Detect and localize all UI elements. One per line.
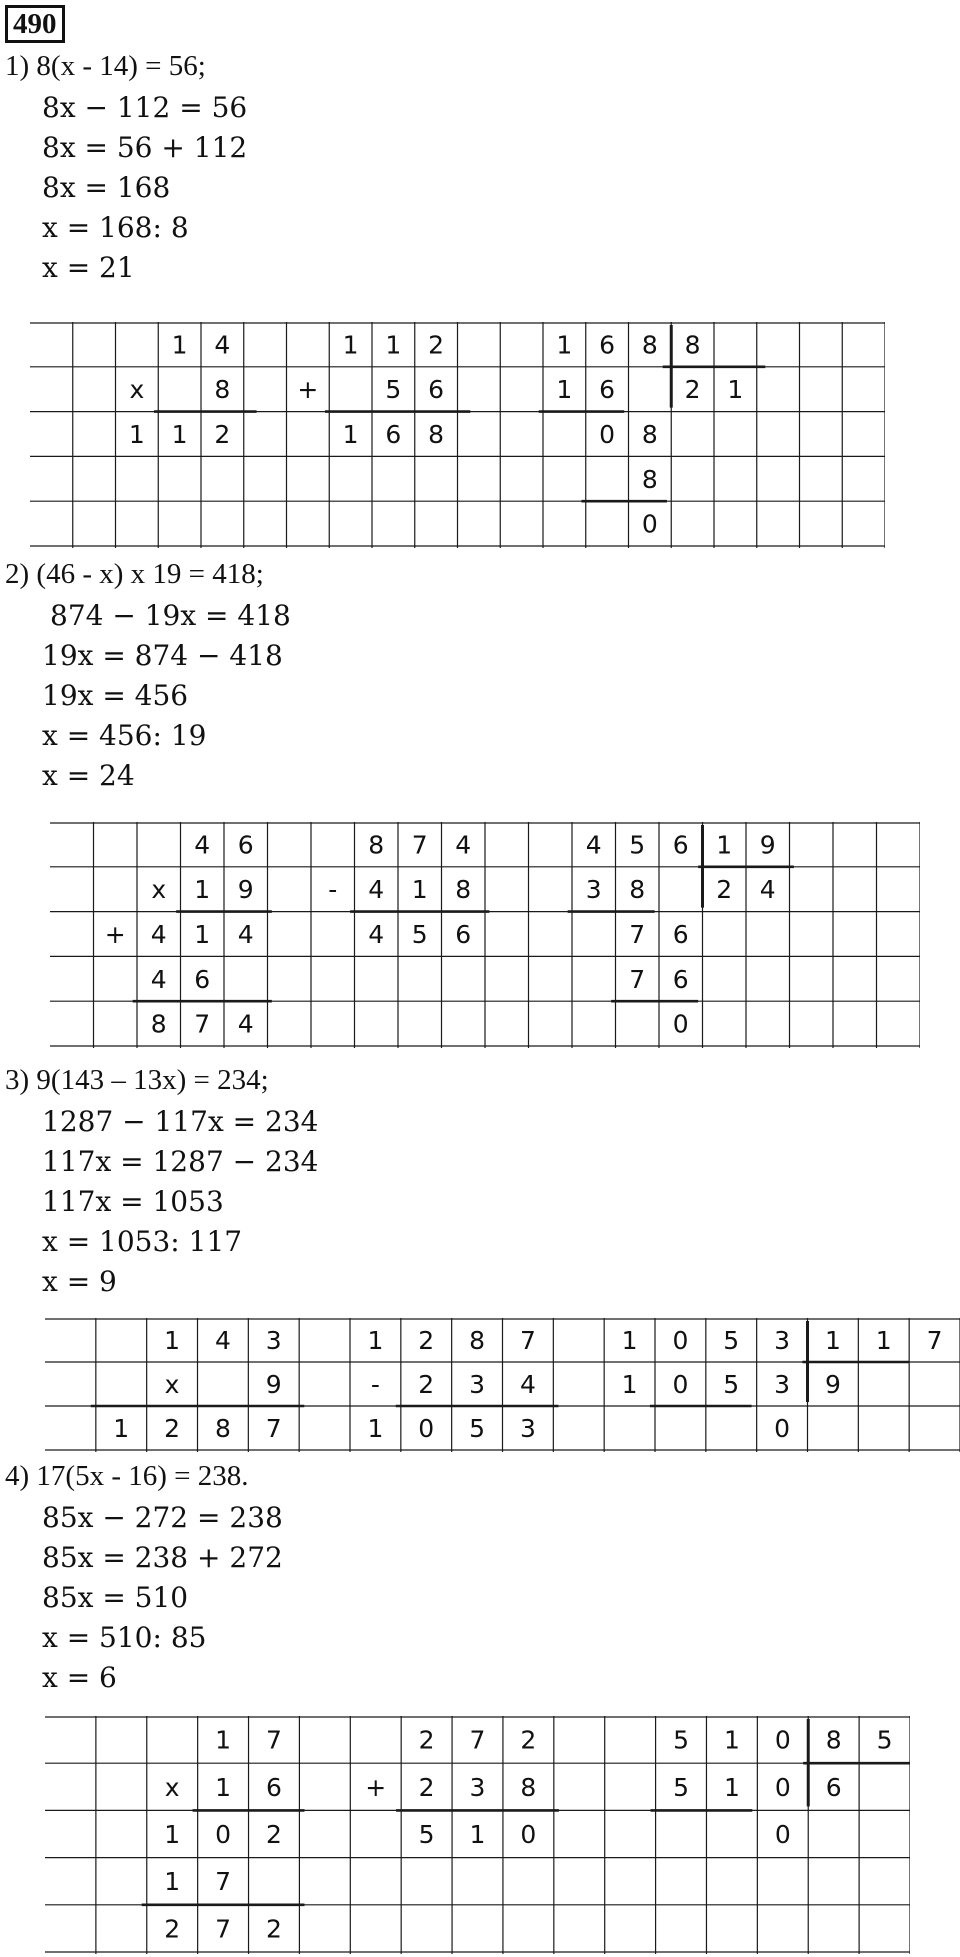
grid-digit: 6: [825, 1772, 842, 1802]
grid-digit: -: [370, 1370, 380, 1399]
grid-digit: 2: [520, 1725, 537, 1755]
grid-digit: 8: [214, 375, 231, 405]
grid-digit: 9: [265, 1370, 282, 1399]
grid-digit: x: [129, 375, 145, 405]
grid-digit: 4: [519, 1370, 536, 1399]
grid-digit: 3: [774, 1326, 791, 1355]
grid-digit: 2: [164, 1414, 181, 1443]
grid-digit: 1: [556, 375, 573, 405]
step-5: x = 6: [42, 1661, 117, 1694]
grid-digit: 4: [237, 1009, 254, 1039]
grid-digit: 2: [418, 1326, 435, 1355]
grid-digit: 4: [194, 830, 211, 860]
problem-title: 2) (46 - x) x 19 = 418;: [5, 558, 264, 590]
grid-digit: 1: [556, 330, 573, 360]
grid-digit: 0: [672, 1009, 689, 1039]
grid-canvas: [45, 1318, 960, 1452]
grid-digit: 7: [926, 1326, 943, 1355]
calculation-grid-4: [45, 1716, 910, 1954]
step-2: 8x = 56 + 112: [42, 131, 248, 164]
grid-digit: 6: [428, 375, 445, 405]
step-4: x = 510: 85: [42, 1621, 207, 1654]
step-3: 8x = 168: [42, 171, 171, 204]
grid-digit: 8: [214, 1414, 231, 1443]
grid-digit: 2: [164, 1914, 181, 1944]
grid-digit: 1: [411, 875, 428, 905]
grid-digit: 0: [672, 1326, 689, 1355]
grid-digit: 0: [520, 1820, 537, 1849]
grid-digit: 1: [342, 420, 359, 449]
grid-digit: 6: [672, 964, 689, 994]
step-2: 85x = 238 + 272: [42, 1541, 283, 1574]
grid-digit: 7: [215, 1867, 232, 1897]
grid-digit: x: [151, 875, 167, 905]
grid-digit: 1: [875, 1326, 892, 1355]
grid-digit: 2: [266, 1914, 282, 1944]
step-4: x = 168: 8: [42, 211, 189, 244]
grid-digit: 7: [194, 1009, 211, 1039]
grid-digit: 4: [214, 1326, 231, 1355]
grid-digit: 7: [629, 920, 646, 949]
grid-digit: 4: [237, 920, 254, 949]
grid-digit: 7: [215, 1914, 232, 1944]
grid-digit: 6: [672, 830, 689, 860]
grid-digit: 1: [113, 1414, 130, 1443]
grid-digit: 0: [774, 1772, 791, 1802]
step-5: x = 24: [42, 759, 135, 792]
grid-digit: 2: [418, 1772, 435, 1802]
grid-digit: 8: [469, 1326, 486, 1355]
grid-digit: 4: [455, 830, 472, 860]
grid-digit: 1: [469, 1820, 486, 1849]
step-3: 117x = 1053: [42, 1185, 224, 1218]
grid-digit: 9: [237, 875, 254, 905]
grid-digit: 8: [428, 420, 445, 449]
grid-digit: 5: [385, 375, 402, 405]
grid-digit: 8: [825, 1725, 842, 1755]
grid-digit: 4: [368, 920, 385, 949]
grid-digit: 1: [621, 1370, 638, 1399]
grid-digit: 5: [673, 1725, 689, 1755]
grid-digit: 5: [411, 920, 428, 949]
grid-digit: 7: [266, 1725, 282, 1755]
grid-digit: 6: [194, 964, 211, 994]
step-2: 19x = 874 − 418: [42, 639, 283, 672]
step-4: x = 1053: 117: [42, 1225, 243, 1258]
grid-digit: 5: [673, 1772, 689, 1802]
grid-digit: 1: [621, 1326, 638, 1355]
grid-digit: 1: [128, 420, 145, 449]
grid-digit: 8: [641, 464, 658, 494]
grid-digit: 6: [455, 920, 472, 949]
grid-digit: 1: [194, 875, 211, 905]
grid-digit: 5: [876, 1725, 893, 1755]
grid-digit: 8: [455, 875, 472, 905]
grid-digit: 0: [774, 1414, 791, 1443]
grid-digit: 5: [629, 830, 646, 860]
grid-digit: 3: [585, 875, 602, 905]
grid-digit: 5: [723, 1326, 740, 1355]
grid-digit: 8: [368, 830, 385, 860]
grid-digit: 7: [469, 1725, 486, 1755]
step-4: x = 456: 19: [42, 719, 207, 752]
grid-digit: 1: [194, 920, 211, 949]
grid-digit: 0: [418, 1414, 435, 1443]
grid-digit: 6: [599, 375, 616, 405]
grid-digit: 2: [716, 875, 733, 905]
step-1: 874 − 19x = 418: [50, 599, 291, 632]
grid-digit: 2: [684, 375, 701, 405]
grid-digit: 9: [824, 1370, 841, 1399]
problem-title: 4) 17(5x - 16) = 238.: [5, 1460, 249, 1492]
grid-digit: 1: [385, 330, 402, 360]
grid-digit: 3: [265, 1326, 282, 1355]
grid-digit: 3: [469, 1370, 486, 1399]
grid-digit: 1: [342, 330, 359, 360]
grid-digit: 6: [672, 920, 689, 949]
step-3: 85x = 510: [42, 1581, 189, 1614]
grid-digit: 8: [520, 1772, 537, 1802]
grid-digit: 7: [519, 1326, 536, 1355]
grid-digit: 1: [171, 420, 188, 449]
grid-digit: 3: [519, 1414, 536, 1443]
grid-digit: 0: [215, 1820, 232, 1849]
grid-digit: 6: [599, 330, 616, 360]
grid-digit: 1: [367, 1326, 384, 1355]
grid-digit: 5: [469, 1414, 486, 1443]
grid-digit: x: [164, 1772, 180, 1802]
grid-canvas: [30, 322, 885, 548]
grid-digit: 2: [266, 1820, 282, 1849]
grid-digit: 1: [367, 1414, 384, 1443]
step-5: x = 9: [42, 1265, 117, 1298]
grid-digit: 8: [150, 1009, 167, 1039]
grid-digit: 1: [164, 1820, 181, 1849]
grid-digit: 1: [215, 1725, 232, 1755]
problem-title: 1) 8(x - 14) = 56;: [5, 50, 206, 82]
grid-digit: 4: [759, 875, 776, 905]
grid-digit: 4: [214, 330, 231, 360]
grid-digit: 0: [774, 1820, 791, 1849]
step-1: 85x − 272 = 238: [42, 1501, 283, 1534]
grid-digit: 4: [150, 920, 167, 949]
grid-digit: 8: [641, 420, 658, 449]
grid-digit: 3: [774, 1370, 791, 1399]
grid-digit: 0: [672, 1370, 689, 1399]
grid-digit: 0: [641, 509, 658, 539]
grid-digit: 1: [215, 1772, 232, 1802]
grid-digit: 8: [629, 875, 646, 905]
problem-title: 3) 9(143 – 13x) = 234;: [5, 1064, 269, 1096]
grid-digit: +: [365, 1772, 387, 1802]
grid-digit: 2: [428, 330, 445, 360]
grid-digit: +: [297, 375, 319, 405]
grid-digit: +: [104, 920, 126, 949]
grid-digit: 7: [265, 1414, 282, 1443]
grid-digit: 1: [723, 1725, 740, 1755]
grid-digit: 6: [266, 1772, 282, 1802]
grid-digit: 6: [385, 420, 402, 449]
calculation-grid-1: [30, 322, 885, 548]
grid-digit: 0: [599, 420, 616, 449]
grid-digit: 3: [469, 1772, 486, 1802]
step-2: 117x = 1287 − 234: [42, 1145, 319, 1178]
grid-digit: 5: [418, 1820, 435, 1849]
grid-canvas: [45, 1716, 910, 1954]
grid-digit: 5: [723, 1370, 740, 1399]
grid-digit: 9: [759, 830, 776, 860]
grid-digit: 1: [727, 375, 744, 405]
grid-canvas: [50, 822, 920, 1048]
grid-digit: 6: [237, 830, 254, 860]
grid-digit: 2: [418, 1725, 435, 1755]
grid-digit: 1: [716, 830, 733, 860]
grid-digit: 1: [824, 1326, 841, 1355]
grid-digit: 4: [585, 830, 602, 860]
grid-digit: 1: [171, 330, 188, 360]
grid-digit: 8: [684, 330, 701, 360]
step-3: 19x = 456: [42, 679, 189, 712]
grid-digit: 1: [164, 1326, 181, 1355]
calculation-grid-2: [50, 822, 920, 1048]
grid-digit: 8: [641, 330, 658, 360]
grid-digit: 2: [214, 420, 231, 449]
calculation-grid-3: [45, 1318, 960, 1452]
step-1: 1287 − 117x = 234: [42, 1105, 319, 1138]
grid-digit: 1: [164, 1867, 181, 1897]
step-1: 8x − 112 = 56: [42, 91, 248, 124]
grid-digit: -: [328, 875, 338, 905]
step-5: x = 21: [42, 251, 135, 284]
grid-digit: 4: [150, 964, 167, 994]
grid-digit: 0: [774, 1725, 791, 1755]
grid-digit: 7: [411, 830, 428, 860]
grid-digit: 7: [629, 964, 646, 994]
grid-digit: 1: [723, 1772, 740, 1802]
exercise-number-badge: 490: [5, 5, 65, 43]
grid-digit: 4: [368, 875, 385, 905]
grid-digit: x: [164, 1370, 180, 1399]
grid-digit: 2: [418, 1370, 435, 1399]
